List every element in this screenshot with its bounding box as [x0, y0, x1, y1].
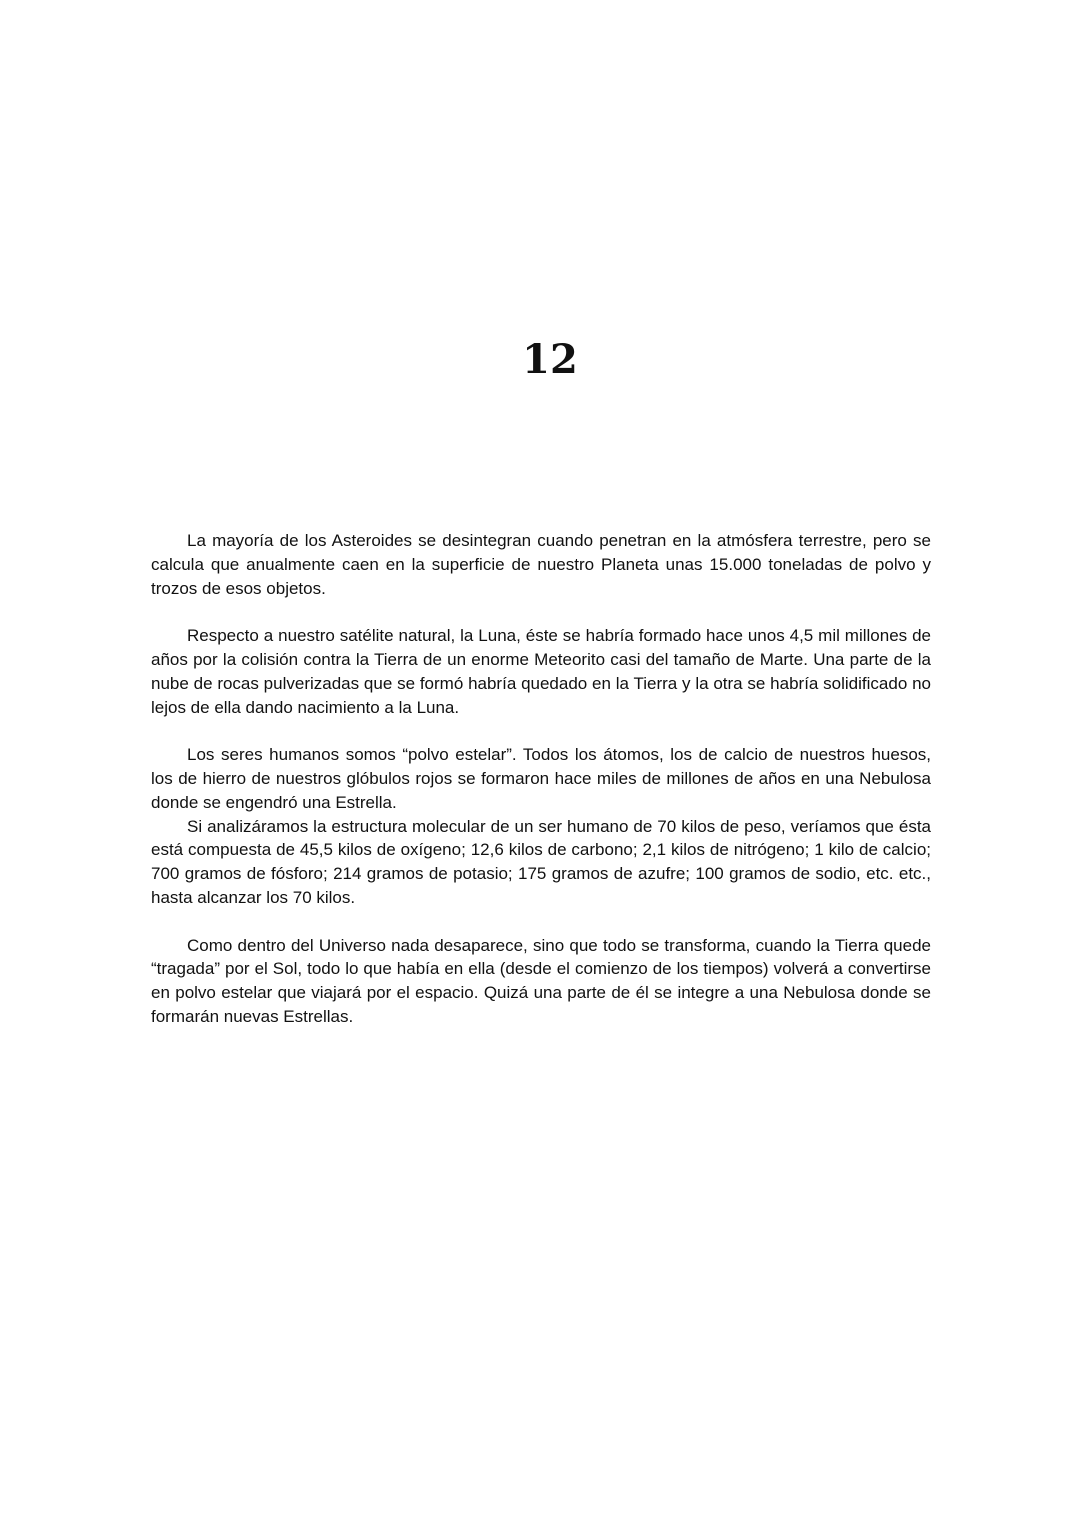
paragraph-asteroids: La mayoría de los Asteroides se desintegran cuando penetran en la atmósfera terrestre, pero se calcula que anualmente caen en la superficie de nuestro Planeta unas 15.000 toneladas de polvo y trozos de esos objetos.	[151, 531, 931, 598]
chapter-number: 12	[522, 336, 578, 383]
paragraph-universe: Como dentro del Universo nada desaparece, sino que todo se transforma, cuando la Tierra quede “tragada” por el Sol, todo lo que había en ella (desde el comienzo de los tiempos) volverá a convertirse en polvo estelar que viajará por el espacio. Quizá una parte de él se integre a una Nebulosa donde se formarán nuevas Estrellas.	[151, 935, 931, 1026]
paragraph-moon: Respecto a nuestro satélite natural, la Luna, éste se habría formado hace unos 4,5 mil millones de años por la colisión contra la Tierra de un enorme Meteorito casi del tamaño de Marte. Una parte de la nube de rocas pulverizadas que se formó habría quedado en la Tierra y la otra se habría solidificado no lejos de ella dando nacimiento a la Luna.	[151, 626, 931, 717]
paragraph-molecular-structure: Si analizáramos la estructura molecular de un ser humano de 70 kilos de peso, veríamos que ésta está compuesta de 45,5 kilos de oxígeno; 12,6 kilos de carbono; 2,1 kilos de nitrógeno; 1 kilo de calcio; 700 gramos de fósforo; 214 gramos de potasio; 175 gramos de azufre; 100 gramos de sodio, etc. etc., hasta alcanzar los 70 kilos.	[151, 816, 931, 907]
chapter-body	[151, 529, 931, 1029]
paragraph-stardust: Los seres humanos somos “polvo estelar”. Todos los átomos, los de calcio de nuestros huesos, los de hierro de nuestros glóbulos rojos se formaron hace miles de millones de años en una Nebulosa donde se engendró una Estrella.	[151, 745, 931, 812]
